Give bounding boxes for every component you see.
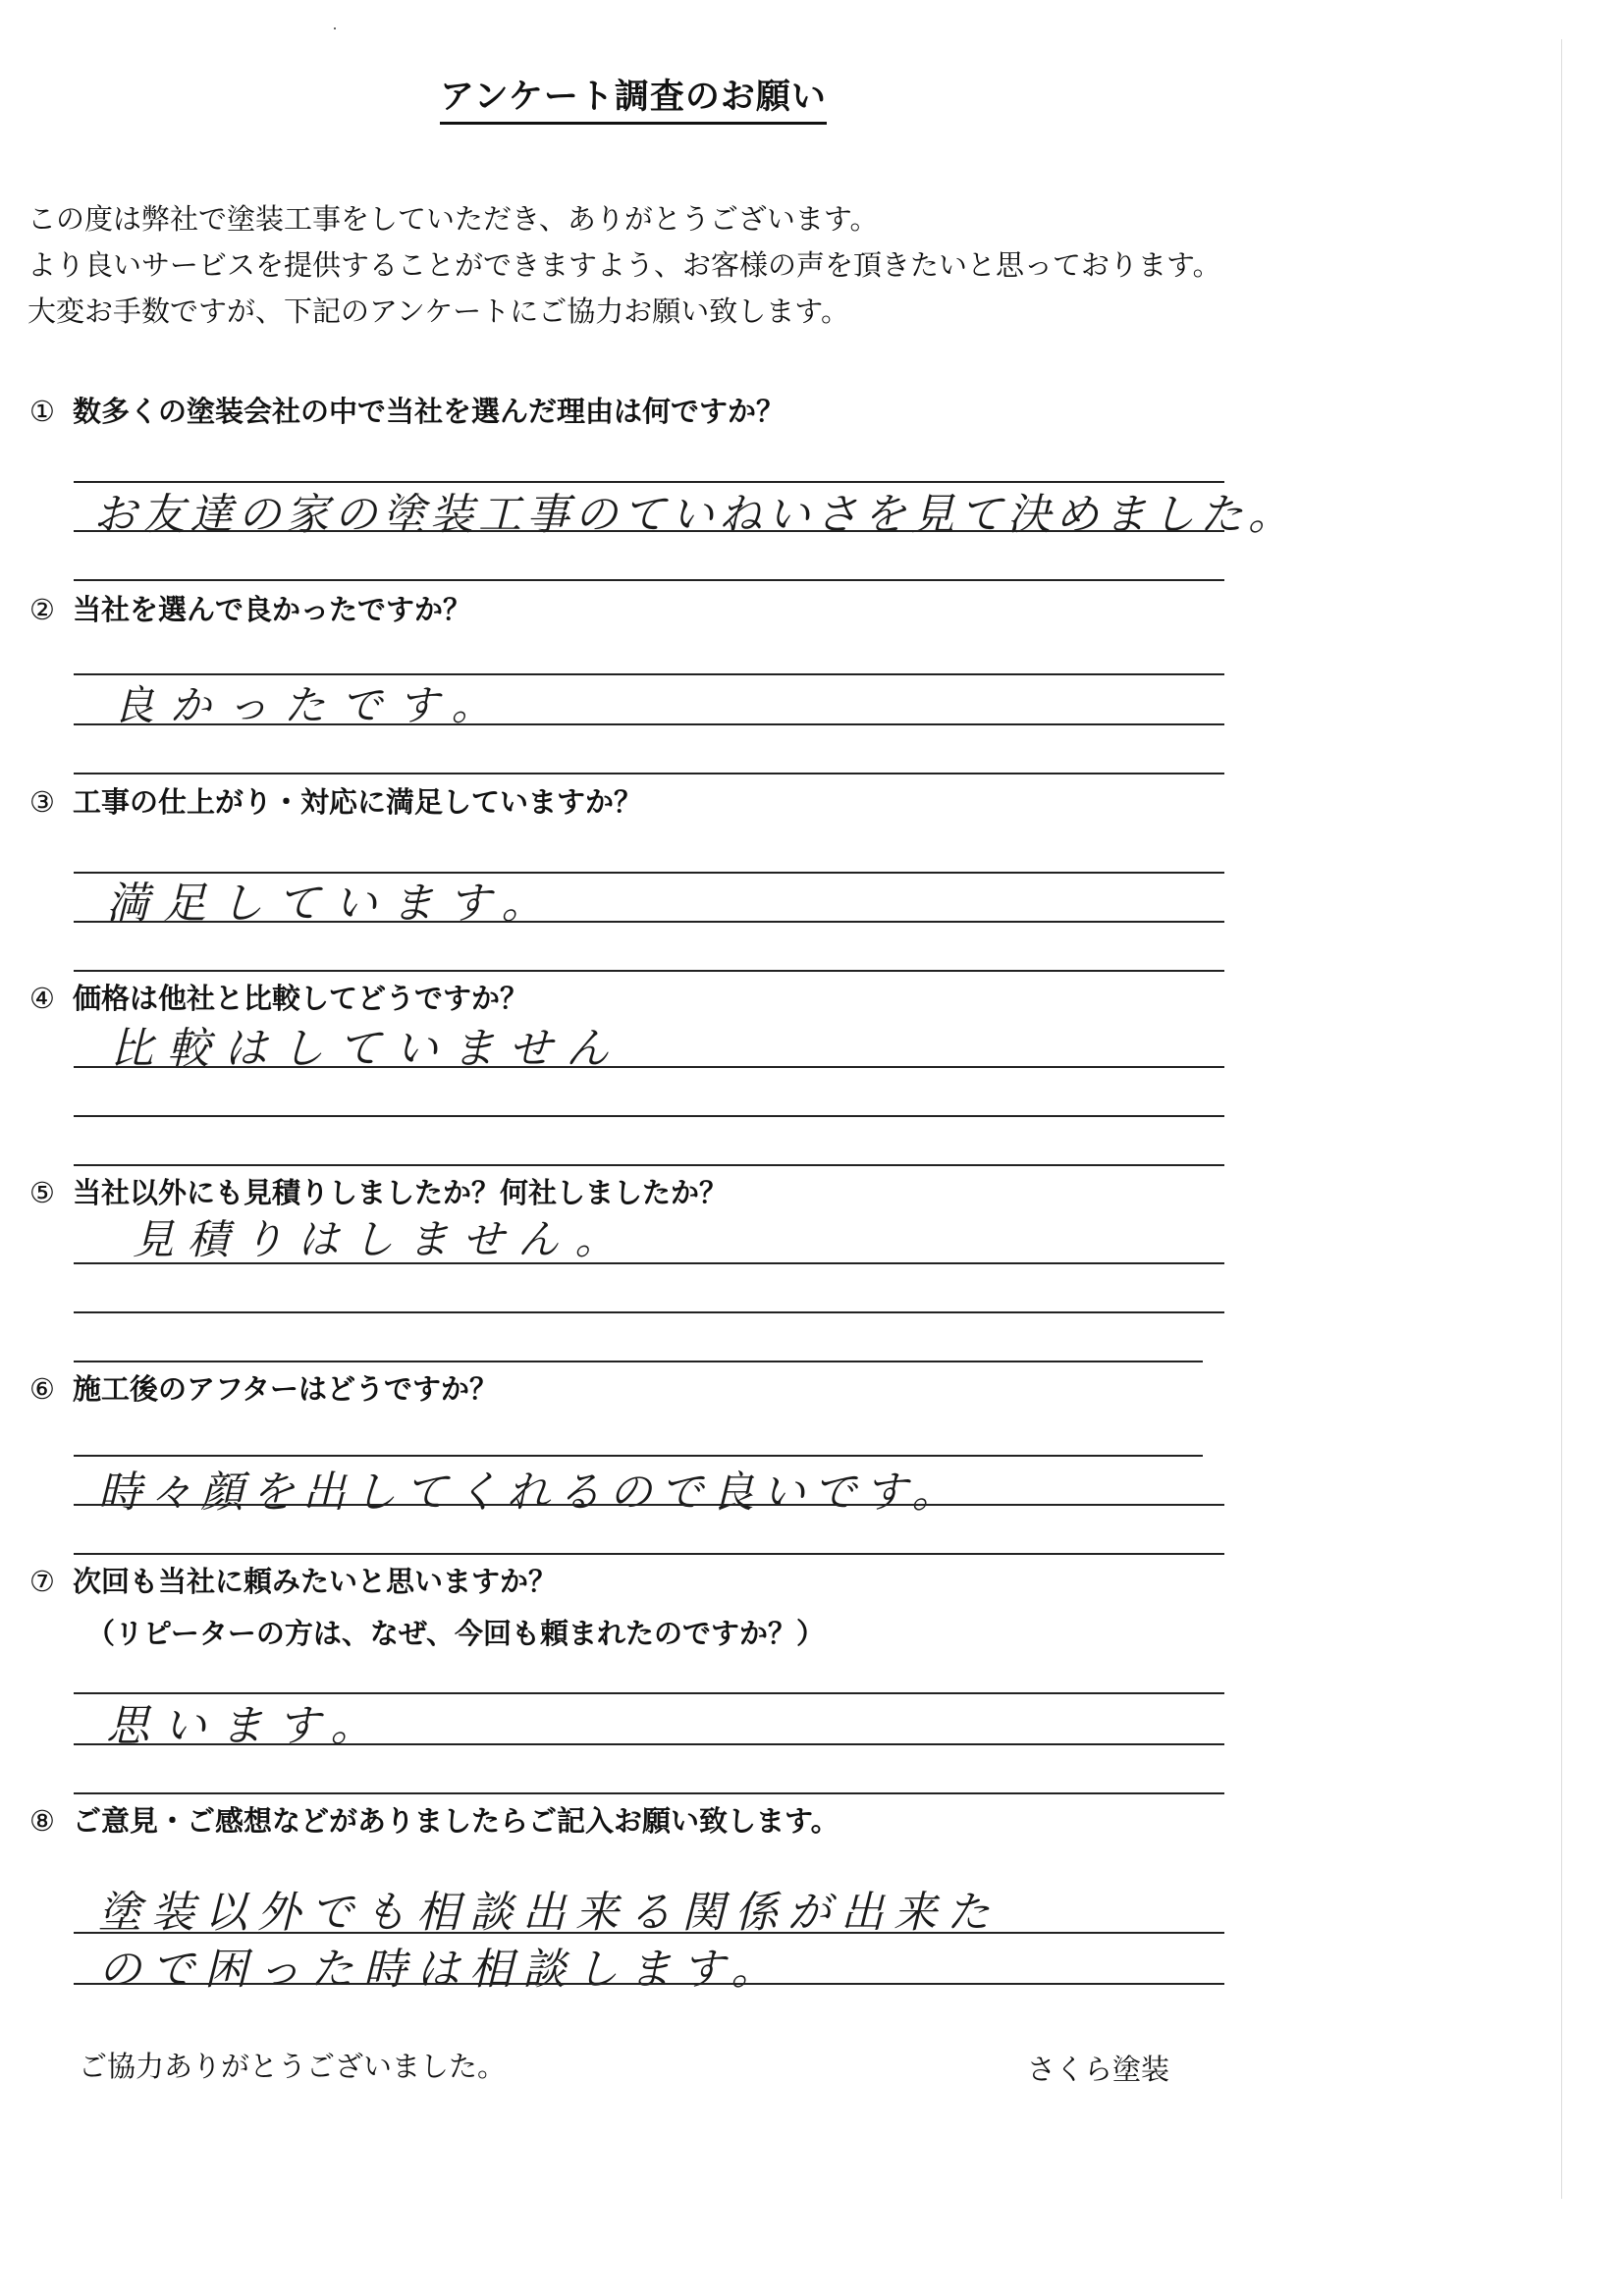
question-number: ③ (29, 785, 55, 819)
question-text: 当社以外にも見積りしましたか？何社しましたか？ (73, 1176, 729, 1209)
scan-speck (334, 27, 336, 29)
handwritten-answer-4: 比較はしていません (110, 1024, 623, 1074)
answer-line (74, 1792, 1224, 1794)
answer-line (74, 1983, 1224, 1985)
question-8 (29, 1804, 839, 1839)
answer-line (74, 1361, 1203, 1362)
handwritten-answer-7: 思います。 (106, 1701, 388, 1751)
answer-line (74, 1311, 1224, 1313)
question-6 (29, 1372, 498, 1407)
question-1 (29, 395, 785, 429)
handwritten-answer-8-line-2: ので困った時は相談します。 (98, 1945, 785, 1995)
handwritten-answer-5: 見積りはしません。 (133, 1215, 630, 1263)
thanks-text: ご協力ありがとうございました。 (79, 2050, 507, 2083)
question-number: ⑥ (29, 1372, 55, 1406)
answer-line (74, 1066, 1224, 1068)
question-text: 価格は他社と比較してどうですか？ (73, 982, 529, 1015)
handwritten-answer-2: 良かったです。 (113, 681, 509, 729)
intro-line-1: この度は弊社で塗装工事をしていただき、ありがとうございます。 (27, 202, 879, 236)
question-number: ⑤ (29, 1176, 55, 1209)
answer-line (74, 1115, 1224, 1117)
question-2 (29, 593, 471, 627)
answer-line (74, 1262, 1224, 1264)
answer-line (74, 1553, 1224, 1555)
question-number: ④ (29, 982, 55, 1015)
intro-line-2: より良いサービスを提供することができますよう、お客様の声を頂きたいと思っております。 (27, 248, 1221, 282)
answer-line (74, 1504, 1224, 1506)
question-text: 数多くの塗装会社の中で当社を選んだ理由は何ですか？ (73, 395, 785, 428)
question-text: 工事の仕上がり・対応に満足していますか？ (73, 785, 643, 819)
question-text: 当社を選んで良かったですか？ (73, 593, 472, 626)
question-7-subtext: （リピーターの方は、なぜ、今回も頼まれたのですか？） (86, 1617, 825, 1650)
question-number: ⑦ (29, 1565, 55, 1598)
question-5 (29, 1176, 728, 1210)
question-7 (29, 1565, 557, 1599)
document-title: アンケート調査のお願い (440, 77, 827, 125)
answer-line (74, 773, 1224, 774)
handwritten-answer-1: お友達の家の塗装工事のていねいさを見て決めました。 (93, 490, 1296, 540)
answer-line (74, 1743, 1224, 1745)
answer-line (74, 530, 1224, 532)
intro-line-3: 大変お手数ですが、下記のアンケートにご協力お願い致します。 (27, 294, 849, 328)
answer-line (74, 579, 1224, 581)
scan-edge (1561, 39, 1562, 2199)
intro-text (27, 196, 1221, 335)
handwritten-answer-8-line-1: 塗装以外でも相談出来る関係が出来た (98, 1888, 1000, 1938)
question-4 (29, 982, 528, 1016)
company-name: さくら塗装 (1027, 2053, 1170, 2086)
question-text: 次回も当社に頼みたいと思いますか？ (73, 1565, 558, 1598)
answer-line (74, 723, 1224, 725)
question-text: ご意見・ご感想などがありましたらご記入お願い致します。 (73, 1804, 839, 1838)
question-number: ② (29, 593, 55, 626)
answer-line (74, 921, 1224, 923)
question-number: ⑧ (29, 1804, 55, 1838)
handwritten-answer-3: 満足しています。 (106, 879, 559, 929)
question-text: 施工後のアフターはどうですか？ (73, 1372, 498, 1406)
question-3 (29, 785, 642, 820)
answer-line (74, 1164, 1224, 1166)
handwritten-answer-6: 時々顔を出してくれるので良いです。 (98, 1468, 963, 1518)
answer-line (74, 970, 1224, 972)
question-number: ① (29, 395, 55, 428)
